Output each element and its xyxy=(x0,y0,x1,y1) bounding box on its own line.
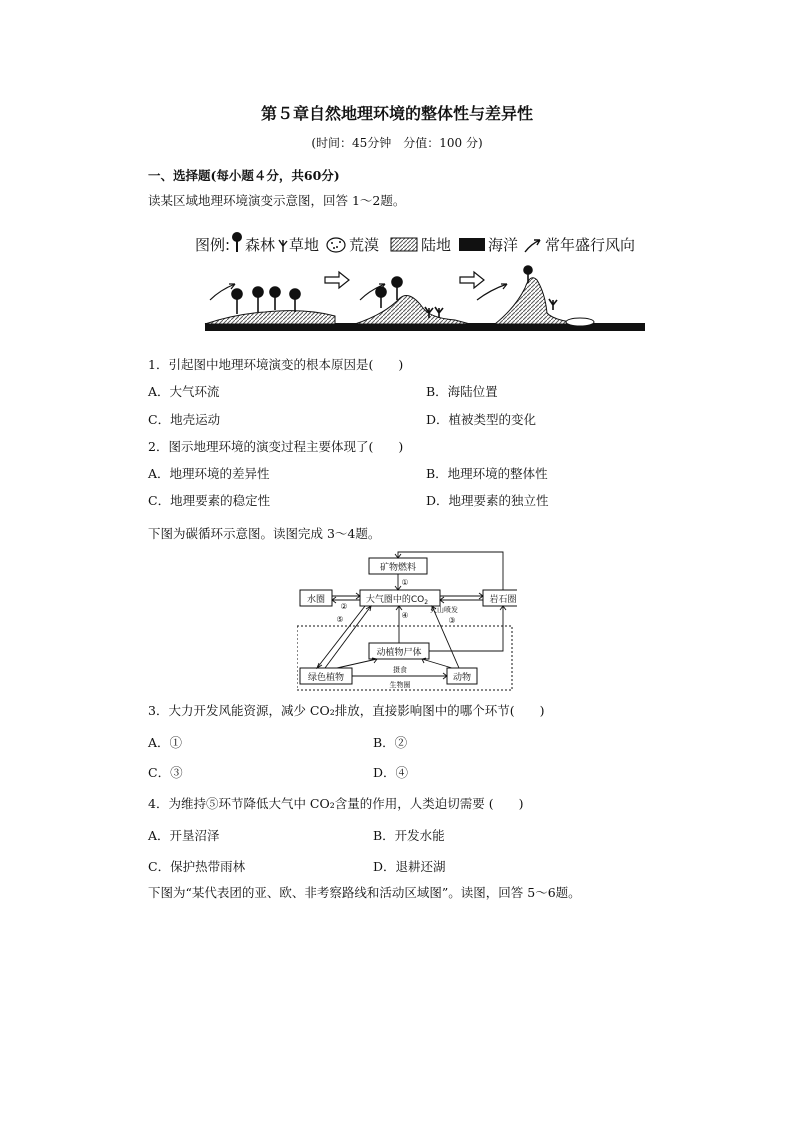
legend-forest: 森林 xyxy=(245,236,276,254)
legend-prefix: 图例: xyxy=(195,236,231,254)
legend-wind: 常年盛行风向 xyxy=(545,236,636,254)
evolution-figure xyxy=(195,228,655,338)
ocean-legend-icon xyxy=(459,238,485,251)
panel1-land xyxy=(205,311,335,324)
svg-text:矿物燃料: 矿物燃料 xyxy=(379,563,417,573)
svg-text:动物: 动物 xyxy=(452,673,472,683)
label-eat: 摄食 xyxy=(393,666,407,674)
intro-3: 下图为“某代表团的亚、欧、非考察路线和活动区域图”。读图，回答 5～6题。 xyxy=(148,885,581,900)
legend-land: 陆地 xyxy=(421,236,452,254)
grass-legend-icon xyxy=(279,240,287,252)
legend-grass: 草地 xyxy=(289,236,320,254)
section-heading: 一、选择题(每小题４分，共60分) xyxy=(148,168,340,183)
forest-legend-icon xyxy=(232,232,242,252)
page-title: 第５章自然地理环境的整体性与差异性 xyxy=(260,104,533,123)
question-3-option-d[interactable]: D．④ xyxy=(373,765,409,780)
svg-text:动植物尸体: 动植物尸体 xyxy=(376,648,422,658)
question-4-option-b[interactable]: B．开发水能 xyxy=(373,828,445,843)
question-4-stem: 4．为维持⑤环节降低大气中 CO₂含量的作用，人类迫切需要 ( ) xyxy=(148,796,524,811)
question-3-option-b[interactable]: B．② xyxy=(373,735,408,750)
label-2: ② xyxy=(340,602,348,611)
question-1-option-b[interactable]: B．海陆位置 xyxy=(426,384,498,399)
panel3-desert xyxy=(566,318,594,326)
svg-text:绿色植物: 绿色植物 xyxy=(307,673,345,683)
legend-desert: 荒漠 xyxy=(349,236,380,254)
svg-text:水圈: 水圈 xyxy=(306,595,326,605)
question-2-option-a[interactable]: A．地理环境的差异性 xyxy=(148,466,270,481)
question-2-stem: 2．图示地理环境的演变过程主要体现了( ) xyxy=(148,439,404,454)
label-biosphere: 生物圈 xyxy=(389,681,411,689)
intro-1: 读某区域地理环境演变示意图，回答 1～2题。 xyxy=(148,193,406,208)
carbon-cycle-figure xyxy=(297,545,517,695)
label-5: ⑤ xyxy=(336,615,344,624)
page-subtitle: (时间：45分钟 分值：100 分) xyxy=(311,136,483,150)
land-legend-icon xyxy=(391,238,417,251)
label-4: ④ xyxy=(401,611,409,620)
panel2-land xyxy=(355,296,470,324)
question-2-option-d[interactable]: D．地理要素的独立性 xyxy=(426,493,549,508)
question-1-stem: 1．引起图中地理环境演变的根本原因是( ) xyxy=(148,357,404,372)
question-4-option-d[interactable]: D．退耕还湖 xyxy=(373,859,446,874)
svg-text:岩石圈: 岩石圈 xyxy=(489,595,517,605)
question-3-option-a[interactable]: A．① xyxy=(148,735,183,750)
legend-ocean: 海洋 xyxy=(488,236,519,254)
desert-legend-icon xyxy=(327,238,345,252)
question-4-option-c[interactable]: C．保护热带雨林 xyxy=(148,859,246,874)
question-2-option-b[interactable]: B．地理环境的整体性 xyxy=(426,466,548,481)
process-arrows xyxy=(325,272,484,288)
question-3-option-c[interactable]: C．③ xyxy=(148,765,183,780)
question-3-stem: 3．大力开发风能资源，减少 CO₂排放，直接影响图中的哪个环节( ) xyxy=(148,703,545,718)
label-3: ③ xyxy=(448,616,456,625)
question-1-option-d[interactable]: D．植被类型的变化 xyxy=(426,412,537,427)
wind-legend-icon xyxy=(525,240,540,252)
label-volcano: 火山喷发 xyxy=(430,606,458,614)
label-1: ① xyxy=(401,578,409,587)
svg-text:大气圈中的CO2: 大气圈中的$CO_2$ xyxy=(365,595,429,606)
panel1-forest xyxy=(232,287,300,314)
panel3-land xyxy=(495,278,590,324)
question-1-option-c[interactable]: C．地壳运动 xyxy=(148,412,221,427)
question-4-option-a[interactable]: A．开垦沼泽 xyxy=(148,828,220,843)
question-2-option-c[interactable]: C．地理要素的稳定性 xyxy=(148,493,271,508)
intro-2: 下图为碳循环示意图。读图完成 3～4题。 xyxy=(148,526,381,541)
question-1-option-a[interactable]: A．大气环流 xyxy=(148,384,220,399)
